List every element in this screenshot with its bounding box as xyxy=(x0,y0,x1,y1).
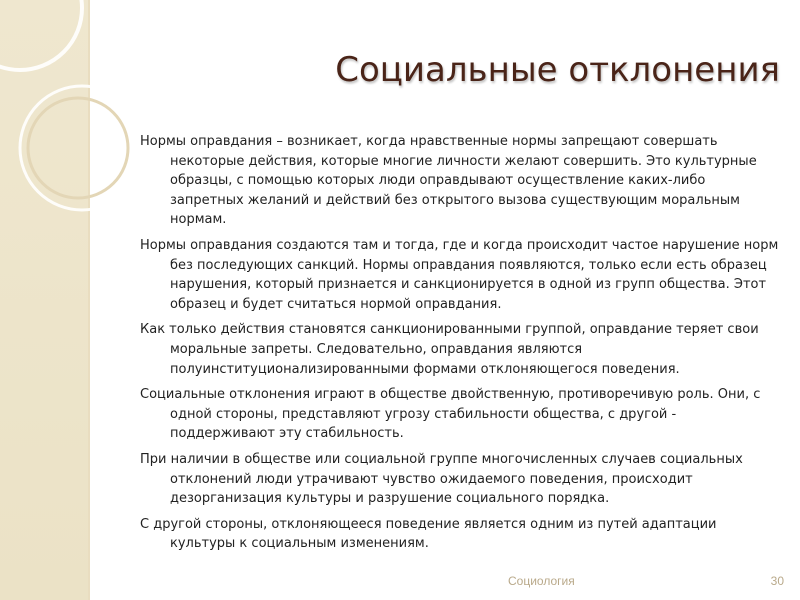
decorative-circle-top xyxy=(0,0,82,70)
slide-body xyxy=(140,132,780,560)
paragraph-4: Социальные отклонения играют в обществе двойственную, противоречивую роль. Они, с одной стороны, представляют угрозу стабильности общества, с другой - поддерживают эту стабильность. xyxy=(140,387,761,442)
paragraph-1: Нормы оправдания – возникает, когда нравственные нормы запрещают совершать некоторые действия, которые многие личности желают совершить. Это культурные образцы, с помощью которых люди оправдывают осуществление каких-либо запретных желаний и действий без открытого вызова существующим моральным нормам. xyxy=(140,134,757,228)
decorative-circle-inner xyxy=(28,98,128,198)
page-number: 30 xyxy=(770,574,784,588)
slide-title: Социальные отклонения xyxy=(335,50,780,90)
decorative-circle-outer xyxy=(20,86,144,210)
paragraph-5: При наличии в обществе или социальной группе многочисленных случаев социальных отклонений люди утрачивают чувство ожидаемого поведения, происходит дезорганизация культуры и разрушение социального порядка. xyxy=(140,451,743,507)
paragraph-2: Нормы оправдания создаются там и тогда, где и когда происходит частое нарушение норм без последующих санкций. Нормы оправдания появляются, только если есть образец нарушения, который признается и санкционируется в одной из групп общества. Этот образец и будет считаться нормой оправдания. xyxy=(140,237,779,312)
decorative-circles xyxy=(0,0,160,240)
footer-subject: Социология xyxy=(508,574,575,588)
paragraph-6: С другой стороны, отклоняющееся поведение является одним из путей адаптации культуры к социальным изменениям. xyxy=(140,516,717,552)
paragraph-3: Как только действия становятся санкционированными группой, оправдание теряет свои моральные запреты. Следовательно, оправдания являются полуинституционализированными формами отклоняющегося поведения. xyxy=(140,322,759,377)
